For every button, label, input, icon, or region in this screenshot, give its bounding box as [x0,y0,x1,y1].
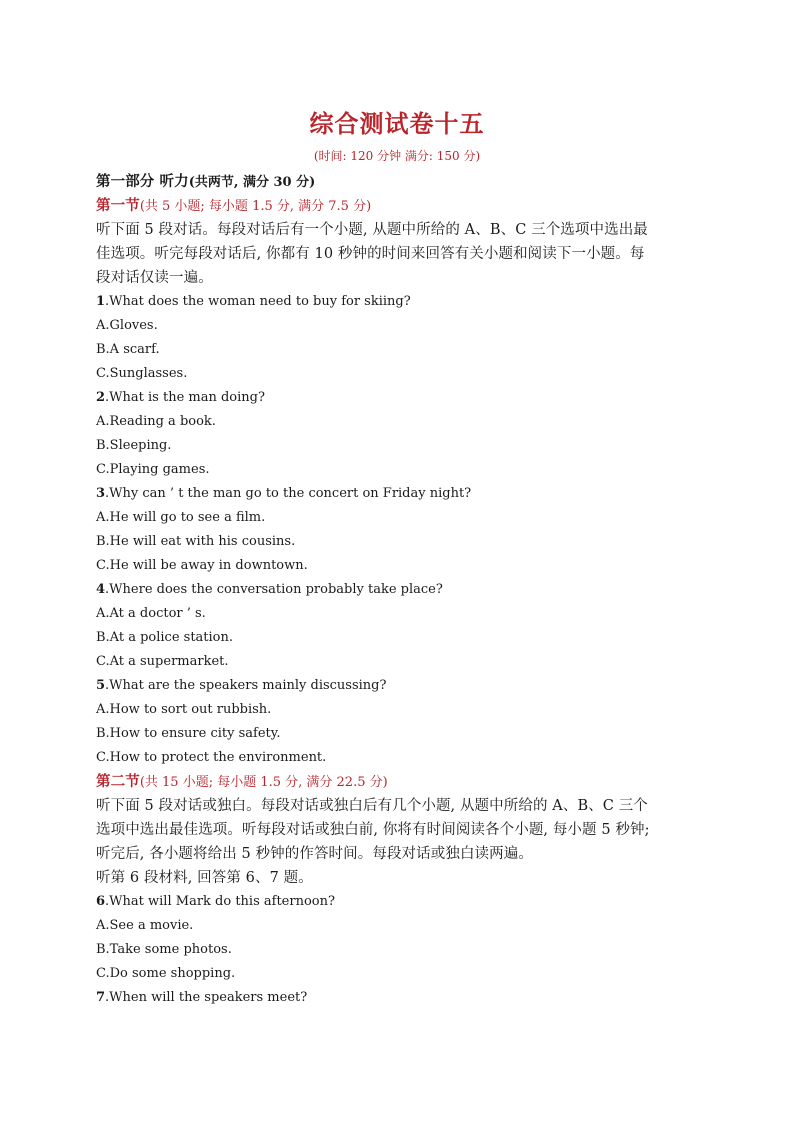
answer-option: A.How to sort out rubbish. [96,702,272,717]
section1-instruction-line: 佳选项。听完每段对话后, 你都有 10 秒钟的时间来回答有关小题和阅读下一小题。每 [96,246,645,262]
question-7 [96,986,696,1010]
question-4 [96,578,696,674]
answer-option: A.Gloves. [96,318,158,333]
question-1 [96,290,696,386]
question-3 [96,482,696,578]
section1-instruction-line: 段对话仅读一遍。 [96,270,213,286]
answer-option: A.See a movie. [96,918,194,933]
answer-option: B.Sleeping. [96,438,172,453]
question-stem: 5.What are the speakers mainly discussing? [96,678,387,693]
section2-instruction-line: 听下面 5 段对话或独白。每段对话或独白后有几个小题, 从题中所给的 A、B、C 三个 [96,798,648,814]
question-6 [96,890,696,986]
answer-option: A.At a doctor ’ s. [96,606,206,621]
answer-option: C.Do some shopping. [96,966,236,981]
question-stem: 6.What will Mark do this afternoon? [96,894,335,909]
answer-option: B.He will eat with his cousins. [96,534,296,549]
answer-option: C.Sunglasses. [96,366,188,381]
question-5 [96,674,696,770]
exam-content [96,170,696,1010]
question-stem: 3.Why can ’ t the man go to the concert on Friday night? [96,486,472,501]
question-stem: 1.What does the woman need to buy for skiing? [96,294,411,309]
answer-option: B.Take some photos. [96,942,232,957]
question-stem: 2.What is the man doing? [96,390,265,405]
answer-option: B.At a police station. [96,630,234,645]
page-title: 综合测试卷十五 [309,109,485,138]
answer-option: B.A scarf. [96,342,160,357]
section2-instruction-line: 选项中选出最佳选项。听每段对话或独白前, 你将有时间阅读各个小题, 每小题 5 秒钟; [96,822,650,838]
answer-option: A.He will go to see a film. [96,510,266,525]
answer-option: C.He will be away in downtown. [96,558,308,573]
question-stem: 4.Where does the conversation probably take place? [96,582,443,597]
section1-heading: 第一节(共 5 小题; 每小题 1.5 分, 满分 7.5 分) [96,197,372,214]
answer-option: B.How to ensure city safety. [96,726,281,741]
answer-option: C.Playing games. [96,462,210,477]
section1-instruction-line: 听下面 5 段对话。每段对话后有一个小题, 从题中所给的 A、B、C 三个选项中选出最 [96,222,648,238]
question-2 [96,386,696,482]
part1-heading: 第一部分 听力(共两节, 满分 30 分) [96,173,316,190]
section2-instruction-line: 听完后, 各小题将给出 5 秒钟的作答时间。每段对话或独白读两遍。 [96,846,533,862]
material-note: 听第 6 段材料, 回答第 6、7 题。 [96,870,313,886]
question-stem: 7.When will the speakers meet? [96,990,308,1005]
answer-option: C.How to protect the environment. [96,750,327,765]
answer-option: A.Reading a book. [96,414,216,429]
answer-option: C.At a supermarket. [96,654,229,669]
section2-heading: 第二节(共 15 小题; 每小题 1.5 分, 满分 22.5 分) [96,773,388,790]
page-subtitle: (时间: 120 分钟 满分: 150 分) [313,149,481,163]
